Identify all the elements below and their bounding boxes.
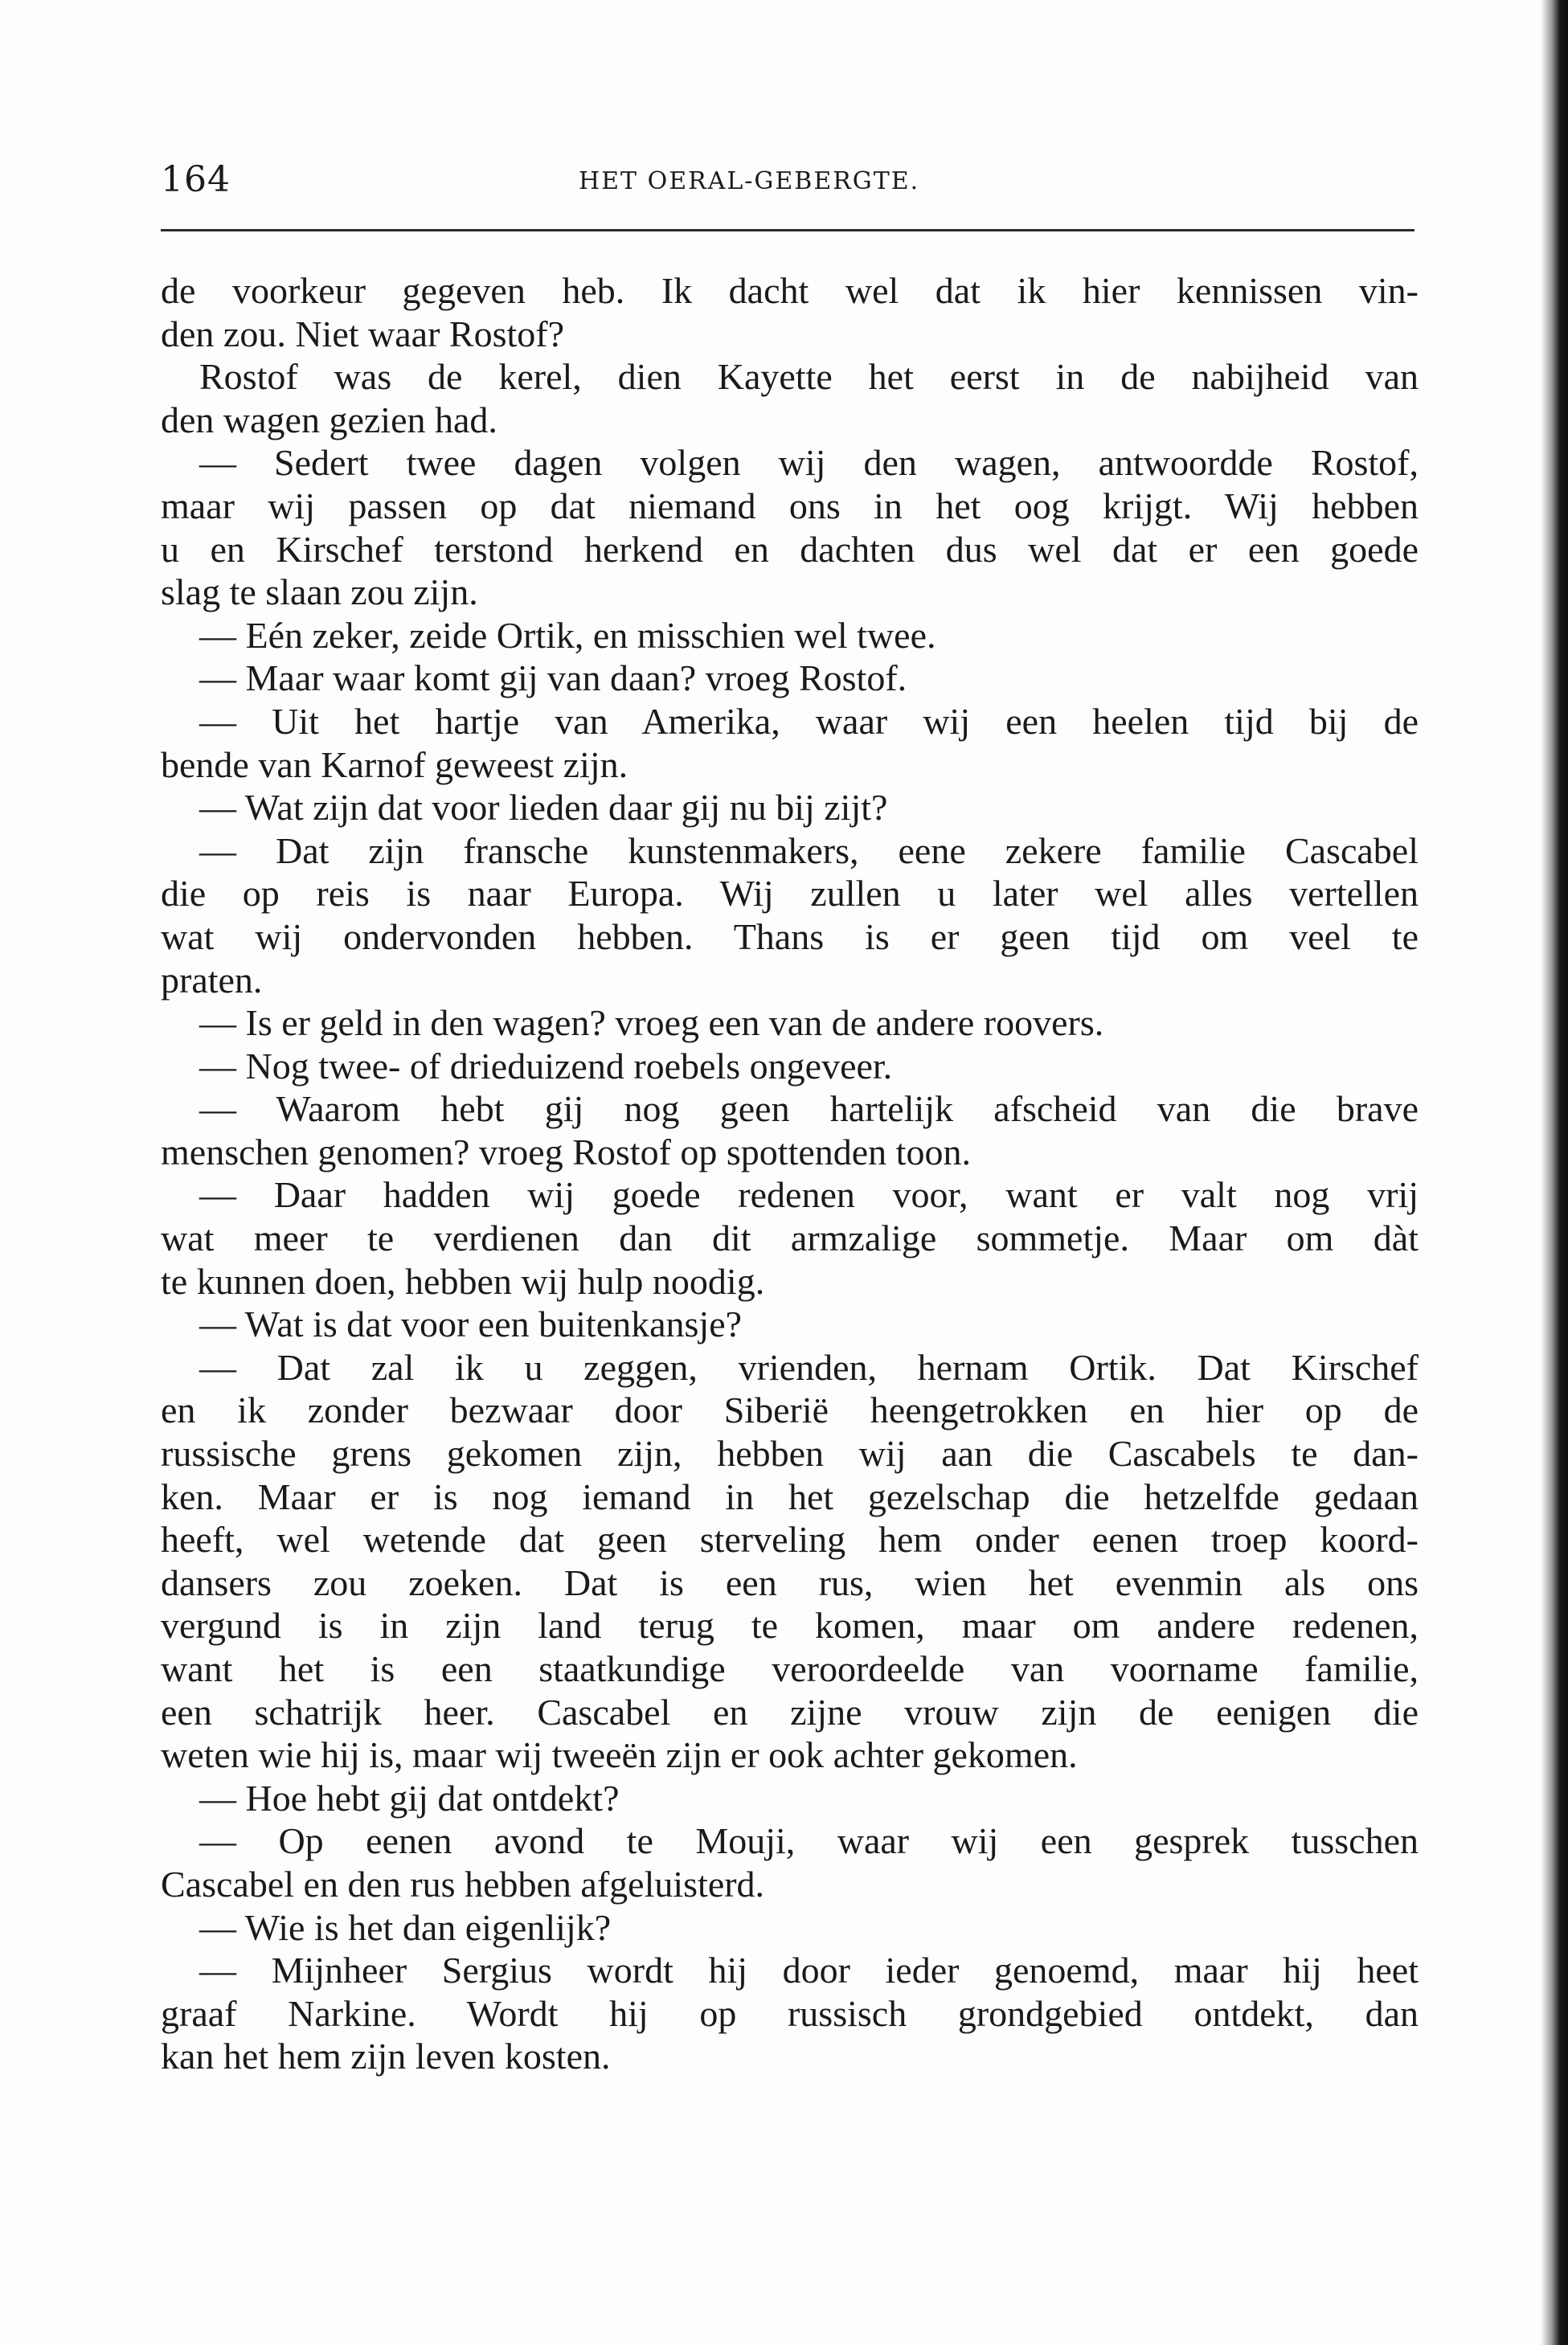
text-line: — Eén zeker, zeide Ortik, en misschien wel twee.	[199, 614, 936, 656]
header-rule	[161, 229, 1414, 231]
text-line: slag te slaan zou zijn.	[161, 571, 478, 613]
text-line: — Daar hadden wij goede redenen voor, want er valt nog vrij	[199, 1174, 1419, 1216]
text-line: ken. Maar er is nog iemand in het gezelschap die hetzelfde gedaan	[161, 1475, 1419, 1517]
text-line: dansers zou zoeken. Dat is een rus, wien het evenmin als ons	[161, 1561, 1419, 1603]
text-line: — Is er geld in den wagen? vroeg een van de andere roovers.	[199, 1002, 1104, 1044]
text-line: — Dat zijn fransche kunstenmakers, eene zekere familie Cascabel	[199, 829, 1419, 871]
running-title: HET OERAL-GEBERGTE.	[579, 167, 920, 195]
text-line: den zou. Niet waar Rostof?	[161, 313, 565, 354]
text-line: bende van Karnof geweest zijn.	[161, 743, 628, 785]
text-line: — Dat zal ik u zeggen, vrienden, hernam Ortik. Dat Kirschef	[199, 1346, 1419, 1388]
body-text	[161, 269, 1419, 2078]
text-line: maar wij passen op dat niemand ons in het oog krijgt. Wij hebben	[161, 485, 1419, 526]
text-line: die op reis is naar Europa. Wij zullen u later wel alles vertellen	[161, 873, 1419, 915]
text-line: weten wie hij is, maar wij tweeën zijn er ook achter gekomen.	[161, 1734, 1078, 1776]
text-line: te kunnen doen, hebben wij hulp noodig.	[161, 1260, 765, 1302]
text-line: Cascabel en den rus hebben afgeluisterd.	[161, 1863, 765, 1905]
text-line: en ik zonder bezwaar door Siberië heengetrokken en hier op de	[161, 1389, 1419, 1431]
text-line: — Wat is dat voor een buitenkansje?	[199, 1303, 743, 1345]
text-line: — Maar waar komt gij van daan? vroeg Rostof.	[199, 657, 907, 699]
text-line: u en Kirschef terstond herkend en dachten dus wel dat er een goede	[161, 528, 1419, 570]
page-number: 164	[161, 159, 231, 200]
text-line: — Sedert twee dagen volgen wij den wagen, antwoordde Rostof,	[199, 442, 1419, 484]
text-line: wat meer te verdienen dan dit armzalige sommetje. Maar om dàt	[161, 1218, 1419, 1259]
text-line: menschen genomen? vroeg Rostof op spottenden toon.	[161, 1131, 971, 1172]
text-line: — Wie is het dan eigenlijk?	[199, 1906, 612, 1948]
text-line: russische grens gekomen zijn, hebben wij aan die Cascabels te dan-	[161, 1433, 1419, 1475]
text-line: Rostof was de kerel, dien Kayette het eerst in de nabijheid van	[199, 356, 1419, 398]
text-line: praten.	[161, 959, 263, 1001]
text-line: de voorkeur gegeven heb. Ik dacht wel dat ik hier kennissen vin-	[161, 270, 1419, 311]
text-line: want het is een staatkundige veroordeelde van voorname familie,	[161, 1648, 1419, 1689]
binding-edge	[1541, 0, 1568, 2345]
text-line: vergund is in zijn land terug te komen, maar om andere redenen,	[161, 1605, 1419, 1647]
text-line: den wagen gezien had.	[161, 399, 497, 440]
text-line: — Uit het hartje van Amerika, waar wij een heelen tijd bij de	[199, 700, 1419, 742]
text-line: kan het hem zijn leven kosten.	[161, 2036, 611, 2077]
text-line: wat wij ondervonden hebben. Thans is er geen tijd om veel te	[161, 915, 1419, 957]
text-line: — Hoe hebt gij dat ontdekt?	[199, 1777, 620, 1819]
text-line: — Wat zijn dat voor lieden daar gij nu bij zijt?	[199, 787, 888, 829]
text-line: heeft, wel wetende dat geen sterveling hem onder eenen troep koord-	[161, 1519, 1419, 1561]
text-line: — Op eenen avond te Mouji, waar wij een gesprek tusschen	[199, 1820, 1419, 1862]
text-line: een schatrijk heer. Cascabel en zijne vrouw zijn de eenigen die	[161, 1691, 1419, 1733]
text-line: — Waarom hebt gij nog geen hartelijk afscheid van die brave	[199, 1088, 1419, 1130]
text-line: — Mijnheer Sergius wordt hij door ieder genoemd, maar hij heet	[199, 1950, 1419, 1991]
running-head	[161, 159, 1414, 215]
text-line: — Nog twee- of drieduizend roebels ongeveer.	[199, 1045, 893, 1087]
text-line: graaf Narkine. Wordt hij op russisch grondgebied ontdekt, dan	[161, 1992, 1419, 2034]
